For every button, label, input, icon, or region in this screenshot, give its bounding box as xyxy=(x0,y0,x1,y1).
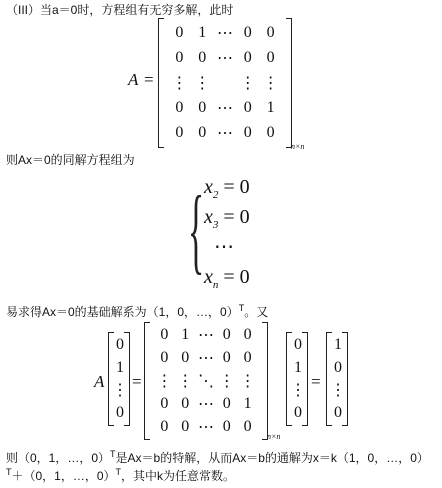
system-eq-2 xyxy=(204,206,250,231)
var-x: x xyxy=(204,266,213,288)
system-eq-4 xyxy=(204,266,250,291)
matrix-a-2 xyxy=(144,322,268,440)
system-eq-1 xyxy=(204,176,250,201)
general-text: 是Ax＝b的特解，从而Ax＝b的通解为x＝k（1，0，…，0） xyxy=(115,451,429,465)
matrix-cell: 1 xyxy=(181,326,190,344)
matrix-cell: 0 xyxy=(266,124,275,142)
matrix-cell: 0 xyxy=(181,349,190,367)
matrix-cell: 0 xyxy=(222,326,231,344)
left-bracket xyxy=(144,322,150,440)
matrix-cell: 0 xyxy=(222,417,231,435)
matrix-cell: 1 xyxy=(116,358,124,376)
matrix-a-grid xyxy=(168,20,282,146)
matrix-cell: 0 xyxy=(243,48,252,66)
matrix-cell: ⋮ xyxy=(177,372,194,390)
matrix-cell: 0 xyxy=(243,326,252,344)
matrix-a-2-grid xyxy=(154,324,258,438)
var-sub: n xyxy=(212,279,219,291)
matrix-cell: 0 xyxy=(198,124,207,142)
matrix-cell: 0 xyxy=(294,403,302,421)
general-solution-line xyxy=(6,468,235,485)
matrix-cell: 0 xyxy=(266,23,275,41)
matrix-cell: ⋮ xyxy=(156,372,173,390)
var-x: x xyxy=(204,176,213,198)
matrix-cell: ⋮ xyxy=(330,382,346,400)
matrix-cell: 0 xyxy=(243,417,252,435)
transpose-sup: T xyxy=(115,467,122,477)
matrix-cell: 0 xyxy=(160,349,169,367)
homogeneous-line: 则Ax＝0的同解方程组为 xyxy=(6,153,135,167)
matrix-cell xyxy=(214,70,237,95)
matrix-cell: 0 xyxy=(334,358,342,376)
right-bracket xyxy=(286,18,292,148)
var-sub: 3 xyxy=(212,219,219,231)
vector-1-grid xyxy=(112,334,126,424)
matrix-cell: 0 xyxy=(181,417,190,435)
general-end: ，其中k为任意常数。 xyxy=(121,469,236,483)
matrix-cell: ⋮ xyxy=(218,372,235,390)
matrix-cell: ⋮ xyxy=(239,74,256,92)
matrix-cell: 0 xyxy=(175,124,184,142)
matrix-cell: ⋯ xyxy=(197,395,214,413)
matrix-cell: ⋮ xyxy=(112,382,128,400)
matrix-cell: 0 xyxy=(116,336,124,354)
matrix-cell: 1 xyxy=(266,99,275,117)
system-eq-3: ⋯ xyxy=(214,236,234,258)
eq2-equals-2: = xyxy=(311,372,321,391)
matrix-cell: 0 xyxy=(175,23,184,41)
matrix-cell: 1 xyxy=(198,23,207,41)
var-x: x xyxy=(204,206,213,228)
var-sub: 2 xyxy=(212,189,219,201)
matrix-cell: 1 xyxy=(294,358,302,376)
matrix-cell: ⋮ xyxy=(262,74,279,92)
matrix-cell: 0 xyxy=(160,417,169,435)
matrix-cell: 0 xyxy=(294,336,302,354)
matrix-a-2-size: n×n xyxy=(267,432,281,441)
matrix-cell: ⋯ xyxy=(197,418,214,436)
matrix-cell: 0 xyxy=(181,394,190,412)
vector-2 xyxy=(286,332,308,426)
matrix-cell: ⋮ xyxy=(171,74,188,92)
matrix-cell: 0 xyxy=(160,394,169,412)
matrix-cell: 0 xyxy=(243,124,252,142)
matrix-cell: 0 xyxy=(175,99,184,117)
intro-line: （III）当a＝0时，方程组有无穷多解，此时 xyxy=(6,3,234,17)
eq-rest: = 0 xyxy=(218,206,250,228)
matrix-cell: 0 xyxy=(334,403,342,421)
matrix-a-label: A xyxy=(128,70,139,89)
matrix-cell: 1 xyxy=(243,394,252,412)
matrix-cell: ⋯ xyxy=(197,350,214,368)
matrix-cell: ⋯ xyxy=(216,100,233,118)
left-bracket xyxy=(158,18,164,148)
basis-end: 。又 xyxy=(244,305,269,319)
system-brace: { xyxy=(188,176,205,283)
matrix-cell: ⋯ xyxy=(216,24,233,42)
matrix-cell: ⋯ xyxy=(216,125,233,143)
eq2-a-label: A xyxy=(94,372,105,391)
matrix-cell: 0 xyxy=(160,326,169,344)
matrix-cell: ⋮ xyxy=(290,382,306,400)
matrix-cell: ⋯ xyxy=(197,327,214,345)
matrix-cell: 0 xyxy=(243,99,252,117)
matrix-cell: 0 xyxy=(243,349,252,367)
matrix-cell: 0 xyxy=(222,349,231,367)
vector-2-grid xyxy=(290,334,304,424)
transpose-sup: T xyxy=(6,467,12,477)
matrix-cell: ⋱ xyxy=(197,372,214,390)
matrix-cell: 0 xyxy=(116,403,124,421)
eq2-equals-1: = xyxy=(132,372,142,391)
transpose-sup: T xyxy=(238,303,245,313)
matrix-cell: ⋮ xyxy=(194,74,211,92)
eq-rest: = 0 xyxy=(218,266,250,288)
basis-line xyxy=(6,304,268,321)
eq-rest: = 0 xyxy=(218,176,250,198)
matrix-cell: 0 xyxy=(198,99,207,117)
particular-text: 则（0，1，…，0） xyxy=(6,451,111,465)
matrix-cell: 0 xyxy=(222,394,231,412)
matrix-cell: ⋯ xyxy=(216,49,233,67)
vector-3 xyxy=(326,332,348,426)
matrix-a xyxy=(158,18,292,148)
right-bracket xyxy=(262,322,268,440)
general-plus: ＋（0，1，…，0） xyxy=(11,469,116,483)
matrix-a-size: n×n xyxy=(291,142,305,151)
matrix-cell: 0 xyxy=(175,48,184,66)
matrix-cell: 0 xyxy=(198,48,207,66)
transpose-sup: T xyxy=(110,449,116,459)
matrix-cell: ⋮ xyxy=(239,372,256,390)
vector-1 xyxy=(108,332,130,426)
matrix-cell: 0 xyxy=(243,23,252,41)
matrix-cell: 0 xyxy=(266,48,275,66)
basis-text: 易求得Ax＝0的基础解系为（1，0，…，0） xyxy=(6,305,239,319)
particular-line xyxy=(6,450,429,467)
matrix-a-equals: = xyxy=(144,70,154,89)
vector-3-grid xyxy=(330,334,344,424)
matrix-cell: 1 xyxy=(334,336,342,354)
